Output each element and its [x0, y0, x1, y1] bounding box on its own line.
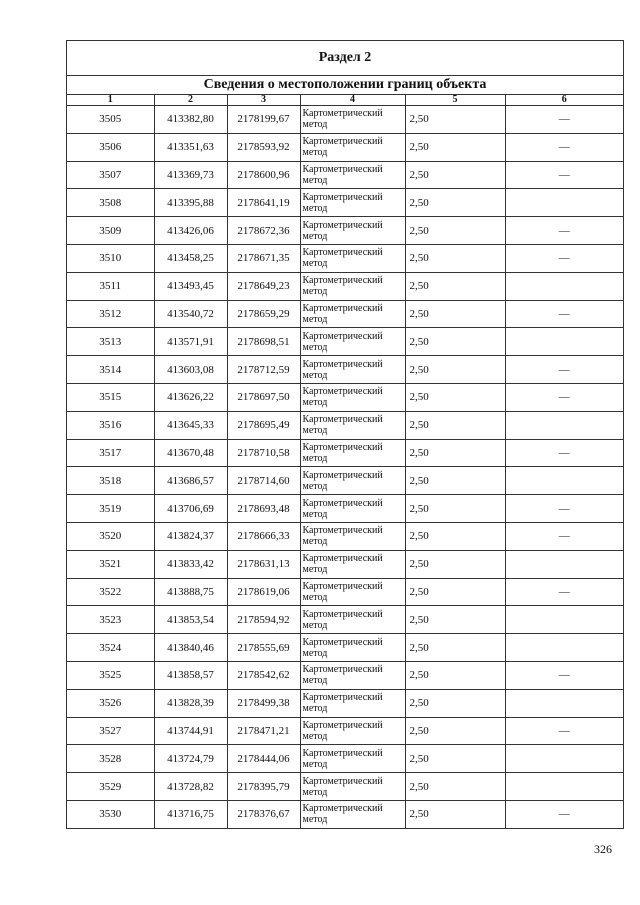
description-cell — [505, 745, 623, 773]
coordinate-x-cell: 413351,63 — [154, 133, 227, 161]
description-cell: — — [505, 161, 623, 189]
table-row — [67, 356, 623, 384]
determination-method-cell: Картометрический метод — [300, 356, 405, 384]
table-row — [67, 328, 623, 356]
coordinate-y-cell: 2178499,38 — [227, 689, 300, 717]
description-cell: — — [505, 717, 623, 745]
point-number-cell: 3528 — [67, 745, 154, 773]
accuracy-cell: 2,50 — [405, 411, 505, 439]
table-row — [67, 550, 623, 578]
coordinate-y-cell: 2178619,06 — [227, 578, 300, 606]
table-row — [67, 439, 623, 467]
table-row — [67, 189, 623, 217]
determination-method-cell: Картометрический метод — [300, 773, 405, 801]
coordinate-x-cell: 413728,82 — [154, 773, 227, 801]
coordinate-x-cell: 413369,73 — [154, 161, 227, 189]
point-number-cell: 3511 — [67, 272, 154, 300]
coordinate-x-cell: 413603,08 — [154, 356, 227, 384]
description-cell: — — [558, 808, 570, 821]
table-row — [67, 467, 623, 495]
determination-method-cell: Картометрический метод — [300, 439, 405, 467]
point-number-cell: 3526 — [67, 689, 154, 717]
point-number-cell: 3510 — [67, 244, 154, 272]
coordinate-y-cell: 2178693,48 — [227, 495, 300, 523]
column-number-row — [67, 95, 623, 106]
determination-method-cell: Картометрический метод — [300, 189, 405, 217]
description-cell — [505, 689, 623, 717]
coordinate-y-cell: 2178666,33 — [227, 522, 300, 550]
coordinate-x-cell: 413426,06 — [154, 217, 227, 245]
coordinate-x-cell: 413645,33 — [154, 411, 227, 439]
description-cell: — — [505, 217, 623, 245]
accuracy-cell: 2,50 — [405, 550, 505, 578]
determination-method-cell: Картометрический метод — [300, 522, 405, 550]
point-number-cell: 3505 — [67, 106, 154, 134]
document-frame — [66, 40, 624, 829]
determination-method-cell: Картометрический метод — [300, 383, 405, 411]
coordinate-y-cell: 2178695,49 — [227, 411, 300, 439]
point-number-cell: 3513 — [67, 328, 154, 356]
point-number-cell: 3520 — [67, 522, 154, 550]
table-row — [67, 606, 623, 634]
coordinate-x-cell: 413858,57 — [154, 661, 227, 689]
determination-method-cell: Картометрический метод — [300, 689, 405, 717]
table-row — [67, 383, 623, 411]
description-cell: — — [505, 106, 623, 134]
coordinate-y-cell: 2178710,58 — [227, 439, 300, 467]
coordinate-y-cell: 2178714,60 — [227, 467, 300, 495]
accuracy-cell: 2,50 — [405, 244, 505, 272]
coordinate-y-cell: 2178659,29 — [227, 300, 300, 328]
table-row — [67, 522, 623, 550]
point-number-cell: 3507 — [67, 161, 154, 189]
point-number-cell: 3527 — [67, 717, 154, 745]
point-number-cell: 3518 — [67, 467, 154, 495]
accuracy-cell: 2,50 — [405, 773, 505, 801]
coordinate-y-cell: 2178471,21 — [227, 717, 300, 745]
point-number-cell: 3519 — [67, 495, 154, 523]
table-row — [67, 689, 623, 717]
accuracy-cell: 2,50 — [405, 133, 505, 161]
accuracy-cell: 2,50 — [405, 634, 505, 662]
accuracy-cell: 2,50 — [405, 467, 505, 495]
accuracy-cell: 2,50 — [405, 161, 505, 189]
description-cell — [505, 272, 623, 300]
description-cell — [505, 411, 623, 439]
coordinate-y-cell: 2178600,96 — [227, 161, 300, 189]
description-cell: — — [505, 300, 623, 328]
coordinate-x-cell: 413626,22 — [154, 383, 227, 411]
table-row — [67, 634, 623, 662]
coordinates-table — [67, 95, 623, 828]
coordinate-x-cell: 413833,42 — [154, 550, 227, 578]
determination-method-cell: Картометрический метод — [300, 411, 405, 439]
column-number: 4 — [300, 95, 405, 106]
column-number: 6 — [505, 95, 623, 106]
table-row — [67, 244, 623, 272]
accuracy-cell: 2,50 — [405, 217, 505, 245]
description-cell — [505, 467, 623, 495]
point-number-cell: 3516 — [67, 411, 154, 439]
page-number: 326 — [594, 842, 612, 856]
coordinate-y-cell: 2178542,62 — [227, 661, 300, 689]
accuracy-cell: 2,50 — [405, 495, 505, 523]
accuracy-cell: 2,50 — [405, 300, 505, 328]
coordinate-x-cell: 413724,79 — [154, 745, 227, 773]
determination-method-cell: Картометрический метод — [300, 300, 405, 328]
accuracy-cell: 2,50 — [405, 689, 505, 717]
table-row — [67, 773, 623, 801]
coordinate-x-cell: 413840,46 — [154, 634, 227, 662]
determination-method-cell: Картометрический метод — [300, 328, 405, 356]
column-number: 3 — [227, 95, 300, 106]
point-number-cell: 3530 — [67, 800, 154, 827]
determination-method-cell: Картометрический метод — [300, 244, 405, 272]
table-row — [67, 300, 623, 328]
coordinate-y-cell: 2178555,69 — [227, 634, 300, 662]
coordinate-x-cell: 413540,72 — [154, 300, 227, 328]
description-cell: — — [505, 356, 623, 384]
determination-method-cell: Картометрический метод — [300, 272, 405, 300]
coordinate-x-cell: 413686,57 — [154, 467, 227, 495]
determination-method-cell: Картометрический метод — [300, 800, 405, 827]
accuracy-cell: 2,50 — [405, 356, 505, 384]
determination-method-cell: Картометрический метод — [300, 578, 405, 606]
coordinate-x-cell: 413382,80 — [154, 106, 227, 134]
table-row — [67, 133, 623, 161]
description-cell: — — [505, 661, 623, 689]
point-number-cell: 3506 — [67, 133, 154, 161]
determination-method-cell: Картометрический метод — [300, 634, 405, 662]
determination-method-cell: Картометрический метод — [300, 133, 405, 161]
point-number-cell: 3523 — [67, 606, 154, 634]
accuracy-cell: 2,50 — [405, 439, 505, 467]
coordinate-x-cell: 413744,91 — [154, 717, 227, 745]
description-cell: — — [505, 383, 623, 411]
description-cell: — — [505, 578, 623, 606]
coordinate-y-cell: 2178199,67 — [227, 106, 300, 134]
table-row — [67, 661, 623, 689]
determination-method-cell: Картометрический метод — [300, 495, 405, 523]
accuracy-cell: 2,50 — [405, 383, 505, 411]
accuracy-cell: 2,50 — [405, 745, 505, 773]
table-row — [67, 411, 623, 439]
determination-method-cell: Картометрический метод — [300, 161, 405, 189]
coordinate-y-cell: 2178593,92 — [227, 133, 300, 161]
point-number-cell: 3522 — [67, 578, 154, 606]
table-row — [67, 272, 623, 300]
accuracy-cell: 2,50 — [405, 578, 505, 606]
coordinate-x-cell: 413716,75 — [154, 800, 227, 827]
table-row — [67, 217, 623, 245]
description-cell — [505, 773, 623, 801]
point-number-cell: 3512 — [67, 300, 154, 328]
accuracy-cell: 2,50 — [405, 189, 505, 217]
coordinate-x-cell: 413493,45 — [154, 272, 227, 300]
accuracy-cell: 2,50 — [405, 106, 505, 134]
coordinate-y-cell: 2178444,06 — [227, 745, 300, 773]
coordinate-y-cell: 2178712,59 — [227, 356, 300, 384]
coordinate-y-cell: 2178649,23 — [227, 272, 300, 300]
coordinate-y-cell: 2178631,13 — [227, 550, 300, 578]
accuracy-cell: 2,50 — [405, 661, 505, 689]
accuracy-cell: 2,50 — [405, 717, 505, 745]
point-number-cell: 3515 — [67, 383, 154, 411]
table-row — [67, 106, 623, 134]
coordinate-x-cell: 413888,75 — [154, 578, 227, 606]
coordinate-x-cell: 413706,69 — [154, 495, 227, 523]
table-row — [67, 495, 623, 523]
point-number-cell: 3509 — [67, 217, 154, 245]
coordinate-x-cell: 413828,39 — [154, 689, 227, 717]
accuracy-cell: 2,50 — [405, 606, 505, 634]
determination-method-cell: Картометрический метод — [300, 717, 405, 745]
description-cell — [505, 189, 623, 217]
determination-method-cell: Картометрический метод — [300, 467, 405, 495]
description-cell: — — [505, 244, 623, 272]
coordinate-x-cell: 413571,91 — [154, 328, 227, 356]
accuracy-cell: 2,50 — [405, 272, 505, 300]
coordinate-y-cell: 2178376,67 — [227, 800, 300, 827]
description-cell: — — [505, 495, 623, 523]
coordinate-y-cell: 2178698,51 — [227, 328, 300, 356]
coordinate-x-cell: 413395,88 — [154, 189, 227, 217]
determination-method-cell: Картометрический метод — [300, 606, 405, 634]
determination-method-cell: Картометрический метод — [300, 661, 405, 689]
determination-method-cell: Картометрический метод — [300, 550, 405, 578]
description-cell: — — [505, 522, 623, 550]
column-number: 2 — [154, 95, 227, 106]
coordinate-y-cell: 2178672,36 — [227, 217, 300, 245]
table-row — [67, 578, 623, 606]
point-number-cell: 3517 — [67, 439, 154, 467]
description-cell: — — [505, 439, 623, 467]
coordinate-x-cell: 413458,25 — [154, 244, 227, 272]
determination-method-cell: Картометрический метод — [300, 106, 405, 134]
accuracy-cell: 2,50 — [405, 800, 505, 827]
coordinate-y-cell: 2178395,79 — [227, 773, 300, 801]
accuracy-cell: 2,50 — [405, 522, 505, 550]
coordinate-x-cell: 413824,37 — [154, 522, 227, 550]
table-row — [67, 161, 623, 189]
column-number: 5 — [405, 95, 505, 106]
description-cell — [505, 328, 623, 356]
coordinate-y-cell: 2178641,19 — [227, 189, 300, 217]
accuracy-cell: 2,50 — [405, 328, 505, 356]
table-row — [67, 800, 623, 827]
description-cell — [505, 634, 623, 662]
description-cell — [505, 606, 623, 634]
point-number-cell: 3529 — [67, 773, 154, 801]
table-row — [67, 745, 623, 773]
point-number-cell: 3514 — [67, 356, 154, 384]
determination-method-cell: Картометрический метод — [300, 217, 405, 245]
coordinate-x-cell: 413670,48 — [154, 439, 227, 467]
section-title: Раздел 2 — [67, 41, 623, 76]
coordinate-y-cell: 2178594,92 — [227, 606, 300, 634]
point-number-cell: 3508 — [67, 189, 154, 217]
point-number-cell: 3521 — [67, 550, 154, 578]
point-number-cell: 3524 — [67, 634, 154, 662]
description-cell — [505, 550, 623, 578]
coordinate-y-cell: 2178671,35 — [227, 244, 300, 272]
point-number-cell: 3525 — [67, 661, 154, 689]
description-cell: — — [505, 133, 623, 161]
determination-method-cell: Картометрический метод — [300, 745, 405, 773]
coordinate-y-cell: 2178697,50 — [227, 383, 300, 411]
section-subtitle: Сведения о местоположении границ объекта — [67, 76, 623, 95]
column-number: 1 — [67, 95, 154, 106]
coordinate-x-cell: 413853,54 — [154, 606, 227, 634]
table-row — [67, 717, 623, 745]
